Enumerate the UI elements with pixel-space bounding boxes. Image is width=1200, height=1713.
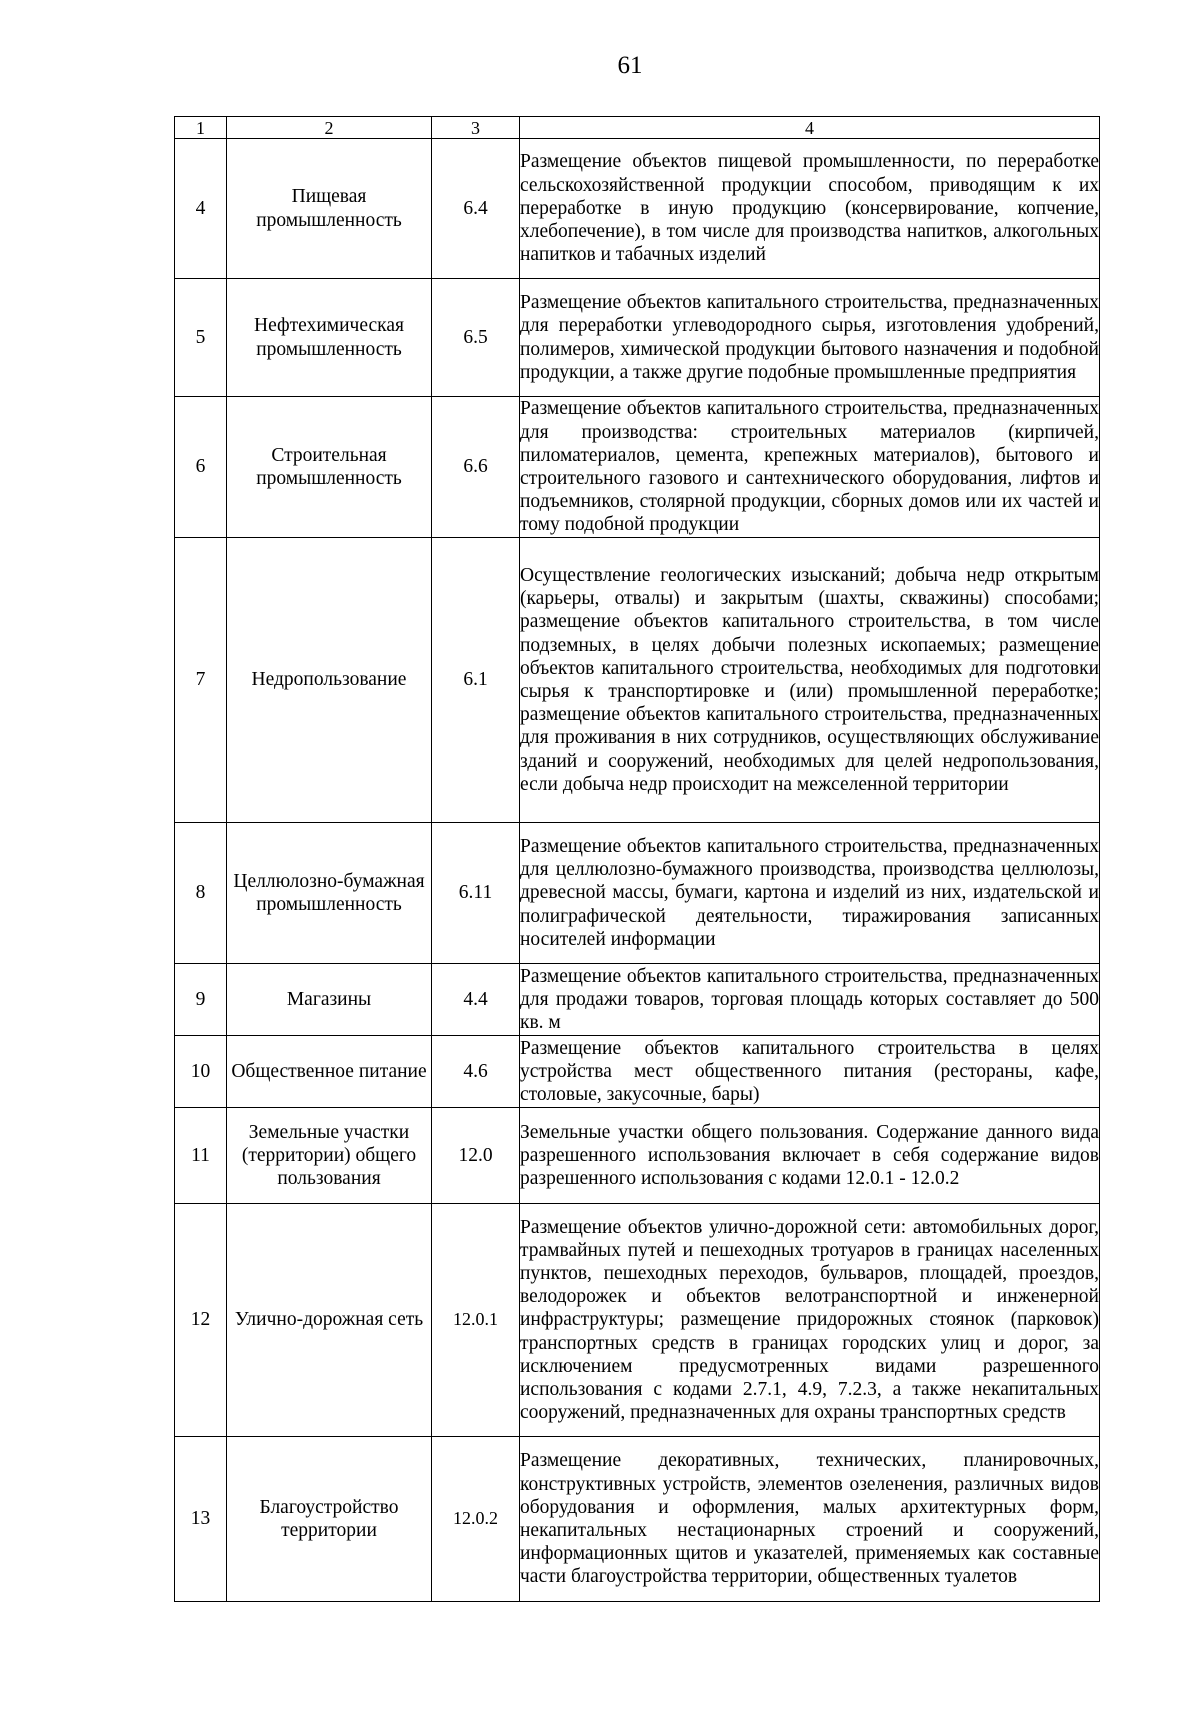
use-type-description: Размещение объектов капитального строительства, предназначенных для производства: строительных материалов (кирпичей, пиломатериалов, цемента, крепежных материалов), бытового и строительного газового и сантехнического оборудования, лифтов и подъемников, столярной продукции, сборных домов или их частей и тому подобной продукции	[520, 397, 1100, 538]
header-cell-4: 4	[520, 117, 1100, 139]
land-use-table	[174, 116, 1100, 1602]
use-type-code: 6.4	[432, 139, 520, 279]
row-number: 9	[175, 964, 227, 1036]
row-number: 11	[175, 1108, 227, 1204]
use-type-name: Улично-дорожная сеть	[227, 1204, 432, 1437]
table-row	[175, 397, 1100, 538]
header-cell-3: 3	[432, 117, 520, 139]
row-number: 13	[175, 1437, 227, 1602]
use-type-name: Строительная промышленность	[227, 397, 432, 538]
row-number: 10	[175, 1036, 227, 1108]
table-row	[175, 1108, 1100, 1204]
page-number: 61	[617, 52, 643, 79]
row-number: 4	[175, 139, 227, 279]
use-type-code: 6.11	[432, 823, 520, 964]
use-type-description: Размещение объектов пищевой промышленности, по переработке сельскохозяйственной продукции способом, приводящим к их переработке в иную продукцию (консервирование, копчение, хлебопечение), в том числе для производства напитков, алкогольных напитков и табачных изделий	[520, 139, 1100, 279]
row-number: 12	[175, 1204, 227, 1437]
use-type-name: Благоустройство территории	[227, 1437, 432, 1602]
use-type-code: 6.5	[432, 279, 520, 397]
header-cell-1: 1	[175, 117, 227, 139]
table-row	[175, 279, 1100, 397]
table-row	[175, 1036, 1100, 1108]
use-type-description: Размещение объектов капитального строительства, предназначенных для продажи товаров, торговая площадь которых составляет до 500 кв. м	[520, 964, 1100, 1036]
use-type-description: Размещение объектов капитального строительства, предназначенных для переработки углеводородного сырья, изготовления удобрений, полимеров, химической продукции бытового назначения и подобной продукции, а также другие подобные промышленные предприятия	[520, 279, 1100, 397]
table-row	[175, 538, 1100, 823]
use-type-description: Размещение объектов капитального строительства в целях устройства мест общественного питания (рестораны, кафе, столовые, закусочные, бары)	[520, 1036, 1100, 1108]
table-row	[175, 139, 1100, 279]
use-type-description: Земельные участки общего пользования. Содержание данного вида разрешенного использования включает в себя содержание видов разрешенного использования с кодами 12.0.1 - 12.0.2	[520, 1108, 1100, 1204]
use-type-description: Размещение объектов улично-дорожной сети: автомобильных дорог, трамвайных путей и пешеходных тротуаров в границах населенных пунктов, пешеходных переходов, бульваров, площадей, проездов, велодорожек и объектов велотранспортной и инженерной инфраструктуры; размещение придорожных стоянок (парковок) транспортных средств в границах городских улиц и дорог, за исключением предусмотренных видами разрешенного использования с кодами 2.7.1, 4.9, 7.2.3, а также некапитальных сооружений, предназначенных для охраны транспортных средств	[520, 1204, 1100, 1437]
use-type-code: 6.6	[432, 397, 520, 538]
use-type-code: 6.1	[432, 538, 520, 823]
use-type-name: Общественное питание	[227, 1036, 432, 1108]
table-row	[175, 964, 1100, 1036]
use-type-code: 12.0	[432, 1108, 520, 1204]
row-number: 8	[175, 823, 227, 964]
table-row	[175, 823, 1100, 964]
use-type-name: Нефтехимическая промышленность	[227, 279, 432, 397]
use-type-name: Пищевая промышленность	[227, 139, 432, 279]
use-type-name: Недропользование	[227, 538, 432, 823]
use-type-name: Магазины	[227, 964, 432, 1036]
table-row	[175, 1437, 1100, 1602]
use-type-code: 12.0.2	[432, 1437, 520, 1602]
table-header-row	[175, 117, 1100, 139]
use-type-name: Земельные участки (территории) общего пользования	[227, 1108, 432, 1204]
table-row	[175, 1204, 1100, 1437]
use-type-code: 4.6	[432, 1036, 520, 1108]
use-type-description: Осуществление геологических изысканий; добыча недр открытым (карьеры, отвалы) и закрытым (шахты, скважины) способами; размещение объектов капитального строительства, в том числе подземных, в целях добычи полезных ископаемых; размещение объектов капитального строительства, необходимых для подготовки сырья к транспортировке и (или) промышленной переработке; размещение объектов капитального строительства, предназначенных для проживания в них сотрудников, осуществляющих обслуживание зданий и сооружений, необходимых для целей недропользования, если добыча недр происходит на межселенной территории	[520, 538, 1100, 823]
header-cell-2: 2	[227, 117, 432, 139]
row-number: 6	[175, 397, 227, 538]
row-number: 7	[175, 538, 227, 823]
use-type-code: 12.0.1	[432, 1204, 520, 1437]
use-type-description: Размещение декоративных, технических, планировочных, конструктивных устройств, элементов озеленения, различных видов оборудования и оформления, малых архитектурных форм, некапитальных нестационарных строений и сооружений, информационных щитов и указателей, применяемых как составные части благоустройства территории, общественных туалетов	[520, 1437, 1100, 1602]
use-type-description: Размещение объектов капитального строительства, предназначенных для целлюлозно-бумажного производства, производства целлюлозы, древесной массы, бумаги, картона и изделий из них, издательской и полиграфической деятельности, тиражирования записанных носителей информации	[520, 823, 1100, 964]
use-type-code: 4.4	[432, 964, 520, 1036]
row-number: 5	[175, 279, 227, 397]
use-type-name: Целлюлозно-бумажная промышленность	[227, 823, 432, 964]
